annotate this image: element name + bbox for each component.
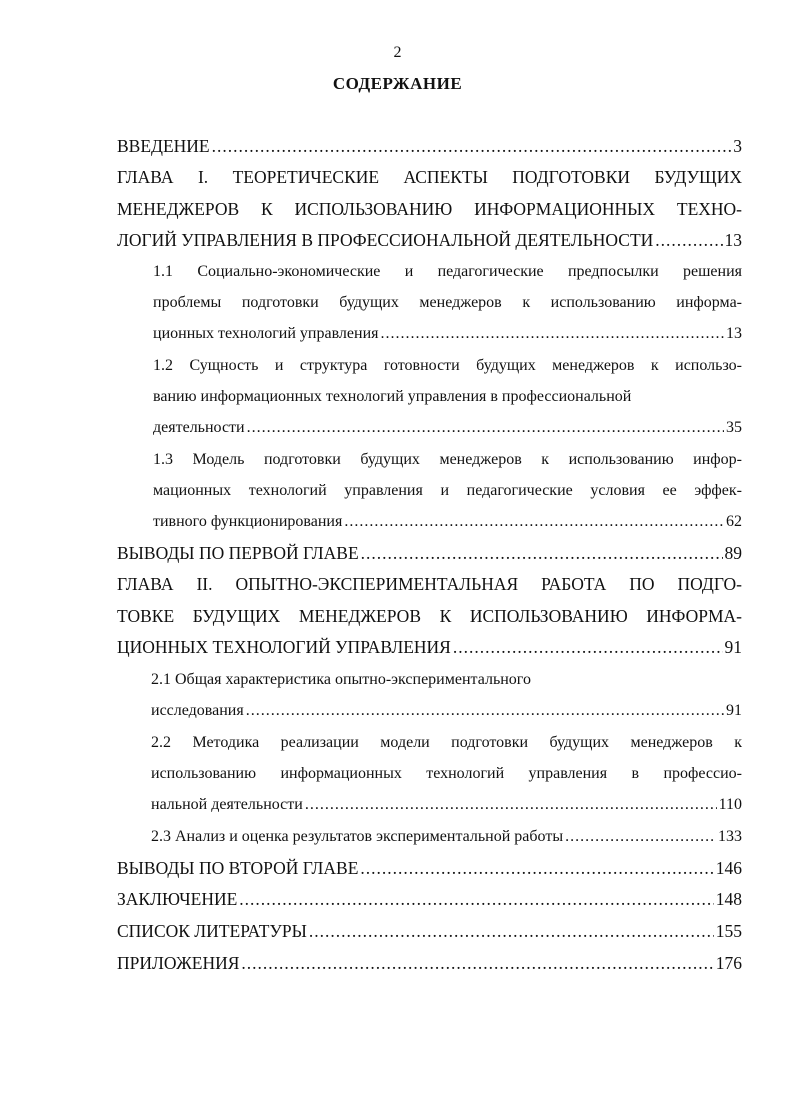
toc-label: СПИСОК ЛИТЕРАТУРЫ (117, 921, 307, 941)
toc-leader-dots (453, 637, 723, 658)
toc-entry-section-1-3 (153, 513, 742, 531)
toc-leader-dots (344, 513, 724, 531)
toc-entry-section-2-1 (151, 702, 742, 720)
toc-leader-dots (361, 543, 723, 564)
page-title: СОДЕРЖАНИЕ (332, 74, 463, 93)
toc-label: ВВЕДЕНИЕ (117, 136, 210, 156)
toc-page-number: 13 (724, 230, 742, 250)
toc-entry-references (117, 921, 742, 942)
toc-leader-dots (212, 136, 732, 157)
toc-label: исследования (151, 702, 244, 719)
toc-leader-dots (239, 889, 713, 910)
toc-page-number: 91 (724, 637, 742, 657)
toc-page-number: 89 (724, 543, 742, 563)
toc-label: 2.3 Анализ и оценка результатов экспериментальной работы (151, 828, 564, 845)
toc-leader-dots (305, 796, 717, 814)
toc-leader-dots (309, 921, 714, 942)
toc-page-number: 13 (726, 325, 742, 342)
toc-label: ЗАКЛЮЧЕНИЕ (117, 889, 238, 909)
toc-section-1-3-line2: мационных технологий управления и педагогические условия ее эффек- (153, 482, 742, 499)
toc-chapter1-line2: МЕНЕДЖЕРОВ К ИСПОЛЬЗОВАНИЮ ИНФОРМАЦИОННЫХ ТЕХНО- (117, 199, 742, 219)
toc-page-number: 148 (715, 889, 742, 909)
page-number: 2 (393, 44, 402, 61)
toc-chapter2-line1: ГЛАВА II. ОПЫТНО-ЭКСПЕРИМЕНТАЛЬНАЯ РАБОТА ПО ПОДГО- (117, 574, 742, 594)
toc-label: нальной деятельности (151, 796, 303, 813)
toc-label: ВЫВОДЫ ПО ПЕРВОЙ ГЛАВЕ (117, 543, 359, 563)
toc-leader-dots (565, 828, 716, 846)
toc-entry-chapter1 (117, 230, 742, 251)
toc-chapter1-line1: ГЛАВА I. ТЕОРЕТИЧЕСКИЕ АСПЕКТЫ ПОДГОТОВКИ БУДУЩИХ (117, 167, 742, 187)
toc-section-2-2-line2: использованию информационных технологий управления в профессио- (151, 765, 742, 782)
toc-entry-section-1-2 (153, 419, 742, 437)
toc-leader-dots (360, 858, 713, 879)
toc-section-1-2-line2: ванию информационных технологий управления в профессиональной (153, 388, 632, 405)
toc-entry-intro (117, 136, 742, 157)
toc-section-1-1-line2: проблемы подготовки будущих менеджеров к использованию информа- (153, 294, 742, 311)
toc-leader-dots (655, 230, 722, 251)
toc-leader-dots (380, 325, 724, 343)
toc-label: ционных технологий управления (153, 325, 379, 342)
toc-leader-dots (241, 953, 713, 974)
toc-leader-dots (247, 419, 724, 437)
toc-entry-chapter2 (117, 637, 742, 658)
toc-entry-conclusions-chapter2 (117, 858, 742, 879)
toc-section-1-2-line1: 1.2 Сущность и структура готовности будущих менеджеров к использо- (153, 357, 742, 374)
toc-page-number: 110 (718, 796, 742, 813)
toc-label: ВЫВОДЫ ПО ВТОРОЙ ГЛАВЕ (117, 858, 359, 878)
toc-section-1-3-line1: 1.3 Модель подготовки будущих менеджеров к использованию инфор- (153, 451, 742, 468)
toc-page-number: 146 (715, 858, 742, 878)
toc-label: ЛОГИЙ УПРАВЛЕНИЯ В ПРОФЕССИОНАЛЬНОЙ ДЕЯТЕЛЬНОСТИ (117, 230, 654, 250)
toc-entry-section-2-2 (151, 796, 742, 814)
toc-page-number: 62 (726, 513, 742, 530)
toc-entry-conclusions-chapter1 (117, 543, 742, 564)
toc-label: тивного функционирования (153, 513, 343, 530)
toc-page-number: 155 (715, 921, 742, 941)
toc-label: ПРИЛОЖЕНИЯ (117, 953, 240, 973)
toc-entry-conclusion (117, 889, 742, 910)
toc-page-number: 176 (715, 953, 742, 973)
toc-leader-dots (246, 702, 724, 720)
toc-section-1-1-line1: 1.1 Социально-экономические и педагогические предпосылки решения (153, 263, 742, 280)
toc-chapter2-line2: ТОВКЕ БУДУЩИХ МЕНЕДЖЕРОВ К ИСПОЛЬЗОВАНИЮ ИНФОРМА- (117, 606, 742, 626)
toc-page-number: 133 (718, 828, 742, 845)
toc-page-number: 91 (726, 702, 742, 719)
toc-entry-appendix (117, 953, 742, 974)
toc-entry-section-1-1 (153, 325, 742, 343)
toc-label: ЦИОННЫХ ТЕХНОЛОГИЙ УПРАВЛЕНИЯ (117, 637, 451, 657)
toc-label: деятельности (153, 419, 245, 436)
toc-section-2-2-line1: 2.2 Методика реализации модели подготовки будущих менеджеров к (151, 734, 742, 751)
toc-entry-section-2-3 (151, 828, 742, 846)
toc-section-2-1-line1: 2.1 Общая характеристика опытно-экспериментального (151, 671, 531, 688)
toc-page-number: 35 (726, 419, 742, 436)
toc-page-number: 3 (733, 136, 742, 156)
